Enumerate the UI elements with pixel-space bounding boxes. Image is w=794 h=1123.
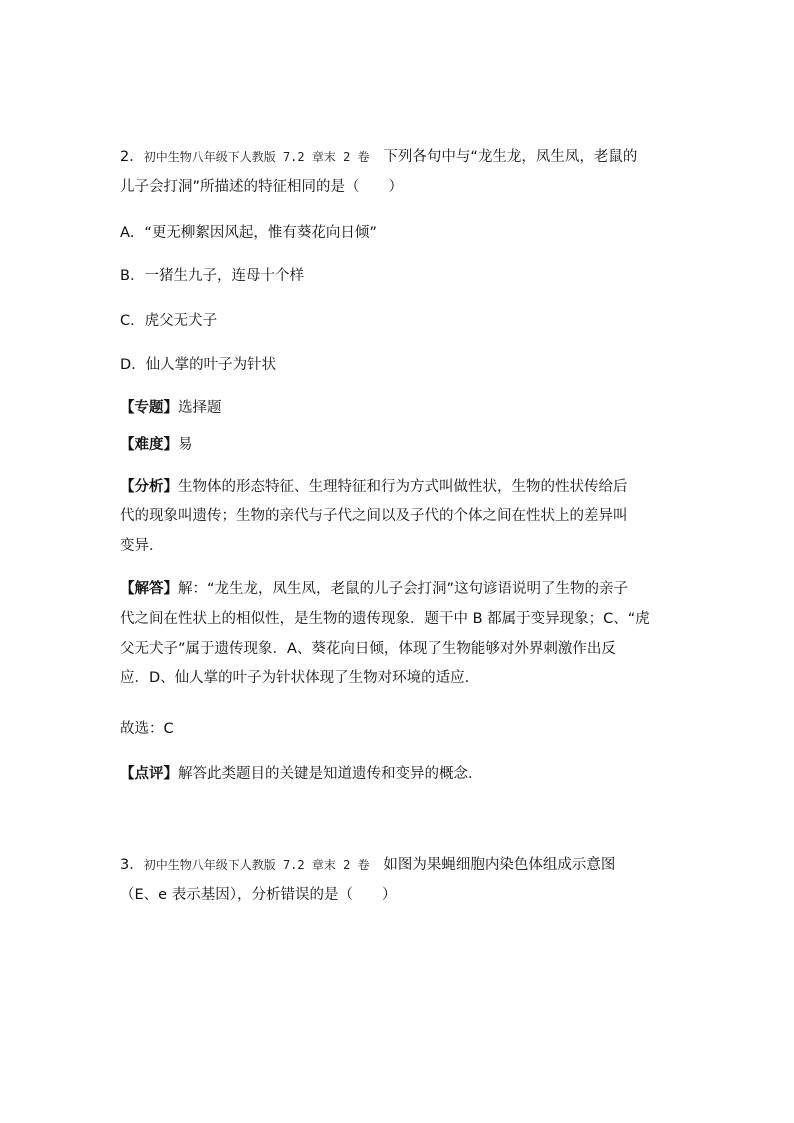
review-value: 解答此类题目的关键是知道遗传和变异的概念． [178, 766, 483, 782]
option-c: C．虎父无犬子 [120, 313, 218, 329]
review-label: 【点评】 [120, 766, 178, 782]
question-2-stem [120, 146, 637, 168]
difficulty-row [120, 434, 193, 456]
option-d: D．仙人掌的叶子为针状 [120, 357, 277, 373]
review-row [120, 763, 483, 785]
solution-line-4: 应．D、仙人掌的叶子为针状体现了生物对环境的适应． [120, 670, 480, 686]
question-2-stem-line2: 儿子会打洞”所描述的特征相同的是（ ） [120, 179, 404, 195]
solution-label: 【解答】 [120, 581, 178, 597]
question-3-source: 初中生物八年级下人教版 7.2 章末 2 卷 [143, 858, 370, 872]
solution-line-2: 代之间在性状上的相似性，是生物的遗传现象．题干中 B 都属于变异现象；C、“虎 [120, 611, 650, 627]
analysis-line-3: 变异． [120, 538, 164, 554]
analysis-text-1: 生物体的形态特征、生理特征和行为方式叫做性状，生物的性状传给后 [178, 479, 628, 495]
topic-value: 选择题 [178, 400, 222, 416]
option-a: A．“更无柳絮因风起，惟有葵花向日倾” [120, 225, 377, 241]
topic-row [120, 397, 222, 419]
question-3-stem-line1: 如图为果蝇细胞内染色体组成示意图 [383, 857, 616, 873]
question-3-stem-line2: （E、e 表示基因），分析错误的是（ ） [120, 887, 397, 903]
question-2-source: 初中生物八年级下人教版 7.2 章末 2 卷 [143, 150, 370, 164]
analysis-line-1 [120, 476, 628, 498]
solution-line-1 [120, 578, 628, 600]
solution-text-1: 解：“龙生龙，凤生凤，老鼠的儿子会打洞”这句谚语说明了生物的亲子 [178, 581, 629, 597]
question-2-stem-line1: 下列各句中与“龙生龙，凤生凤，老鼠的 [383, 149, 638, 165]
solution-line-3: 父无犬子”属于遗传现象．A、葵花向日倾，体现了生物能够对外界刺激作出反 [120, 641, 616, 657]
analysis-label: 【分析】 [120, 479, 178, 495]
difficulty-label: 【难度】 [120, 437, 178, 453]
topic-label: 【专题】 [120, 400, 178, 416]
question-3-number: 3． [120, 857, 144, 873]
option-b: B．一猪生九子，连母十个样 [120, 268, 304, 284]
question-3-stem [120, 854, 615, 876]
analysis-line-2: 代的现象叫遗传；生物的亲代与子代之间以及子代的个体之间在性状上的差异叫 [120, 508, 628, 524]
answer-line: 故选：C [120, 721, 174, 737]
question-2-number: 2． [120, 149, 144, 165]
difficulty-value: 易 [178, 437, 193, 453]
